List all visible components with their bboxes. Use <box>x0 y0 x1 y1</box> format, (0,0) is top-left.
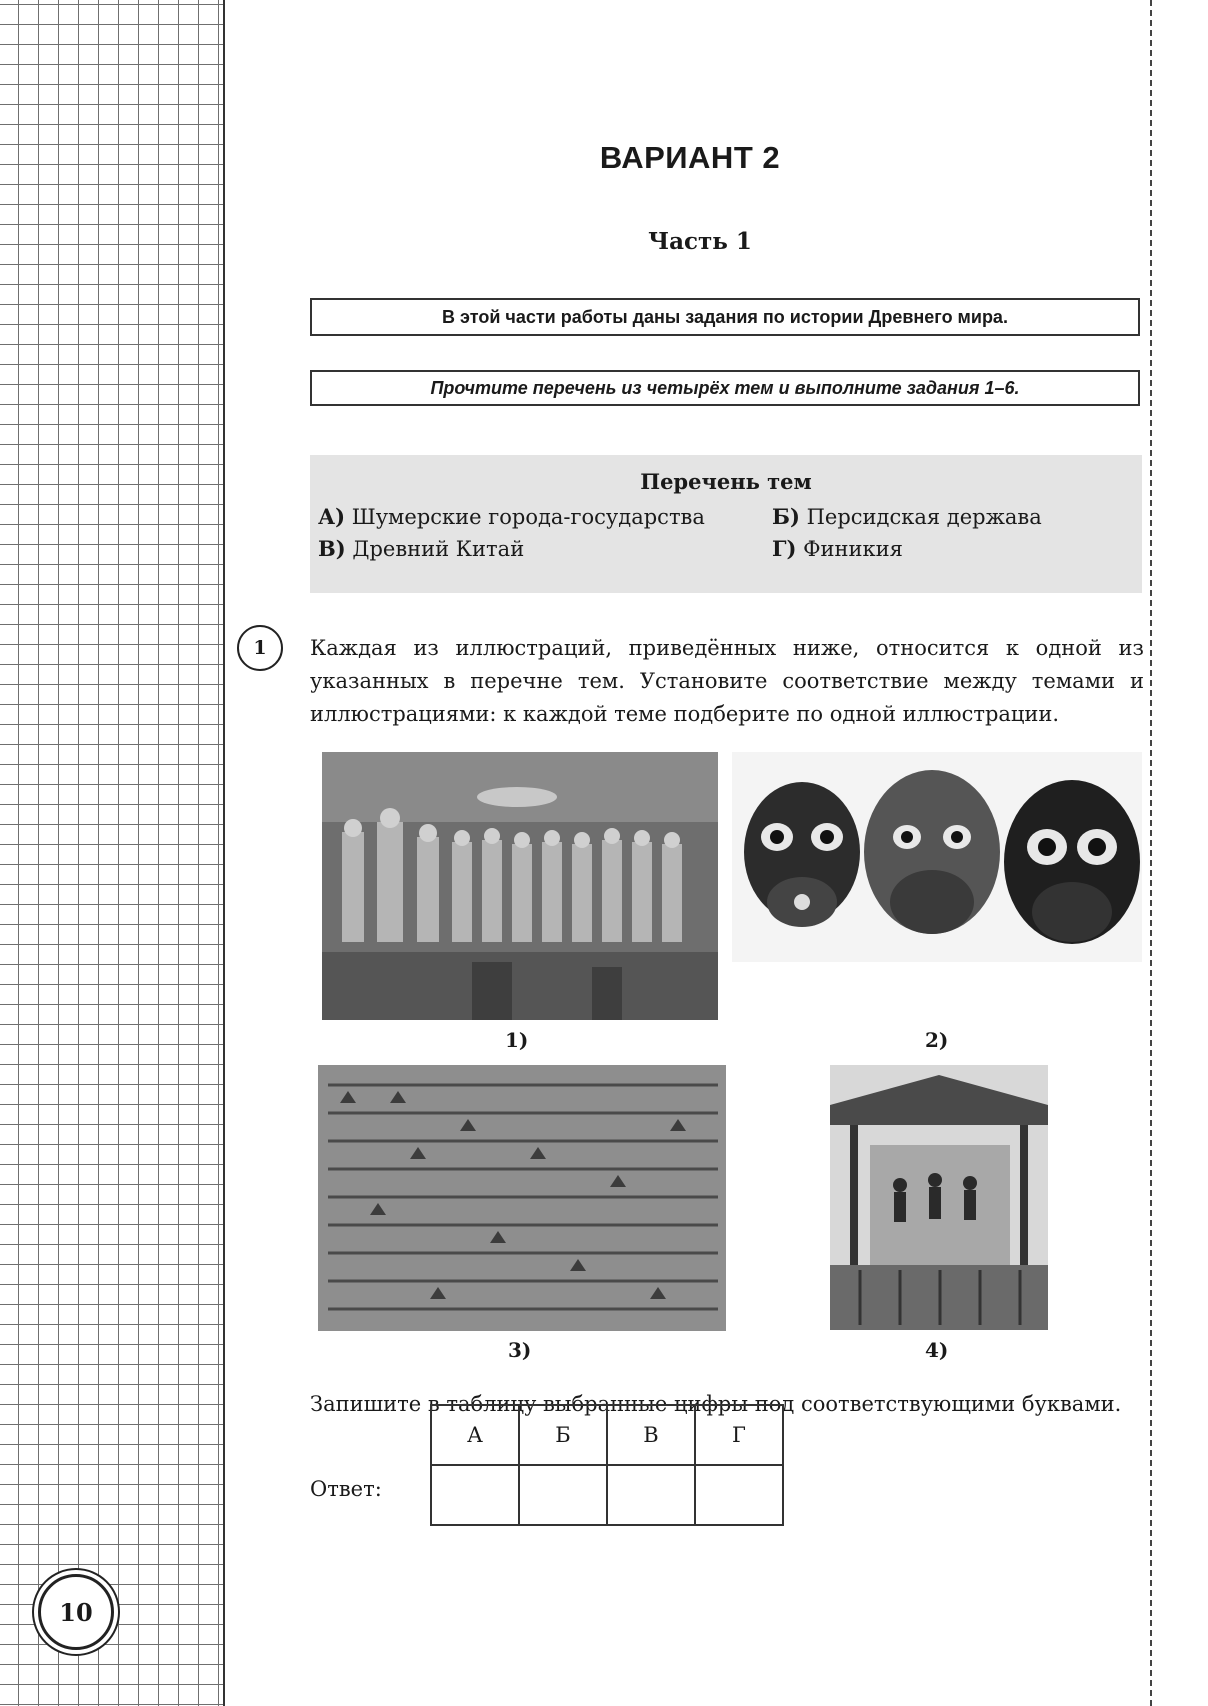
notice-box-1 <box>310 298 1140 336</box>
question-text: Каждая из иллюстраций, приведённых ниже, относится к одной из указанных в перечне тем. Установите соответствие между темами и иллюстрациями: к каждой теме подберите по одной иллюстрации. <box>310 636 1144 726</box>
answer-header-v: В <box>607 1405 695 1465</box>
cut-line <box>1150 0 1152 1706</box>
answer-header-b: Б <box>519 1405 607 1465</box>
notice-1-text: В этой части работы даны задания по истории Древнего мира. <box>442 307 1008 327</box>
illustration-4-painting <box>830 1065 1048 1330</box>
grid-border <box>223 0 225 1706</box>
topic-g <box>772 536 903 568</box>
answer-cell-v[interactable] <box>607 1465 695 1525</box>
illustration-2-caption: 2) <box>925 1028 949 1052</box>
topic-text: Шумерские города-государства <box>351 505 705 529</box>
answer-input-row <box>431 1465 783 1525</box>
answer-cell-g[interactable] <box>695 1465 783 1525</box>
answer-header-row <box>431 1405 783 1465</box>
answer-label: Ответ: <box>310 1477 382 1501</box>
answer-cell-a[interactable] <box>431 1465 519 1525</box>
page-number <box>38 1574 114 1650</box>
answer-header-a: А <box>431 1405 519 1465</box>
topic-text: Древний Китай <box>352 537 525 561</box>
answer-table <box>430 1404 784 1526</box>
illustration-3-cuneiform <box>318 1065 726 1331</box>
topic-letter: Б) <box>772 504 800 529</box>
page-number-text: 10 <box>59 1597 93 1627</box>
topic-v <box>318 536 772 568</box>
illustration-4-caption: 4) <box>925 1338 949 1362</box>
illustration-3-caption: 3) <box>508 1338 532 1362</box>
answer-header-g: Г <box>695 1405 783 1465</box>
grid-margin <box>0 0 224 1706</box>
part-heading: Часть 1 <box>648 228 752 255</box>
illustration-1-caption: 1) <box>505 1028 529 1052</box>
answer-cell-b[interactable] <box>519 1465 607 1525</box>
topic-text: Финикия <box>803 537 903 561</box>
topic-letter: В) <box>318 536 346 561</box>
topic-text: Персидская держава <box>806 505 1042 529</box>
notice-2-text: Прочтите перечень из четырёх тем и выполните задания 1–6. <box>430 378 1020 398</box>
answer-instruction: Запишите в таблицу выбранные цифры под соответствующими буквами. <box>310 1392 1122 1416</box>
topics-list <box>310 455 1142 593</box>
notice-box-2 <box>310 370 1140 406</box>
illustration-2-masks <box>732 752 1142 962</box>
topic-b <box>772 504 1042 536</box>
topic-letter: Г) <box>772 536 797 561</box>
topics-heading: Перечень тем <box>640 469 812 494</box>
topic-a <box>318 504 772 536</box>
question-number: 1 <box>237 625 283 671</box>
page-title: ВАРИАНТ 2 <box>599 140 781 175</box>
illustration-1-relief <box>322 752 718 1020</box>
topic-letter: А) <box>318 504 346 529</box>
